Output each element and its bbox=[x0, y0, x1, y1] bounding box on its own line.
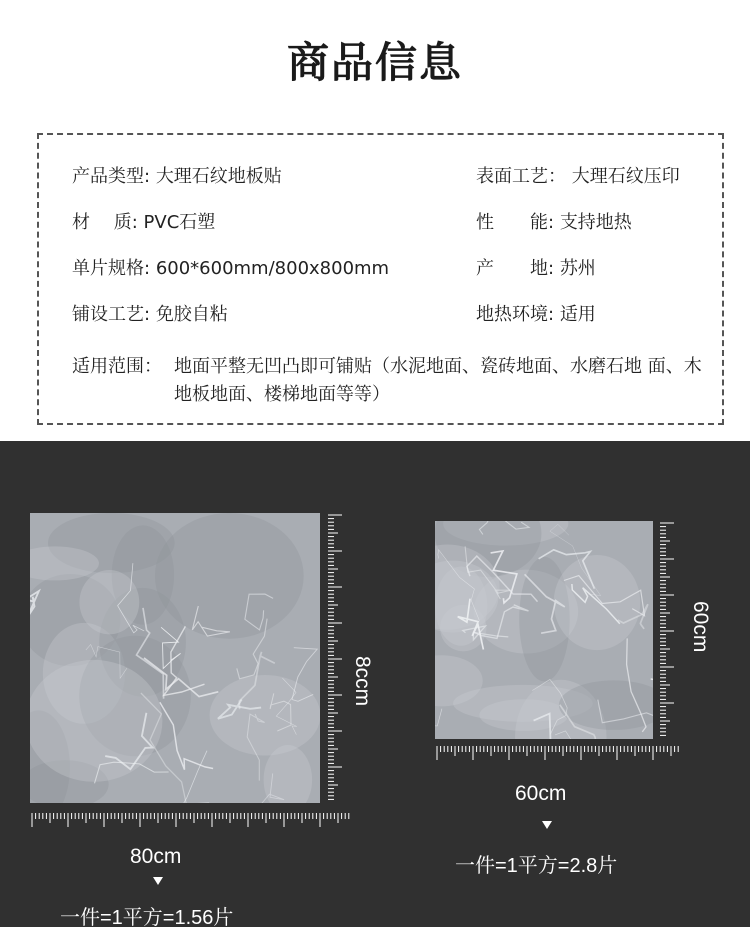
spec-label: 地热环境: bbox=[476, 304, 555, 325]
marble-texture bbox=[30, 513, 320, 803]
large-count-label: 一件=1平方=1.56片 bbox=[60, 907, 234, 929]
spec-value: 免胶自粘 bbox=[155, 304, 228, 325]
down-arrow-icon bbox=[542, 821, 552, 829]
spec-label: 单片规格: bbox=[72, 258, 151, 279]
spec-label: 材 质: bbox=[72, 212, 138, 233]
spec-value: 600*600mm/800x800mm bbox=[155, 258, 390, 279]
small-count-label: 一件=1平方=2.8片 bbox=[455, 855, 618, 877]
spec-label: 产品类型: bbox=[72, 166, 151, 187]
ruler-horizontal-small bbox=[435, 744, 680, 770]
spec-product-type bbox=[72, 162, 282, 188]
marble-texture bbox=[435, 521, 653, 739]
ruler-vertical-small bbox=[658, 521, 684, 739]
large-width-label: 80cm bbox=[130, 845, 182, 868]
large-height-label: 8ccm bbox=[351, 656, 374, 707]
spec-label: 产 地: bbox=[476, 258, 555, 279]
spec-material bbox=[72, 208, 215, 234]
marble-tile-large bbox=[30, 513, 320, 803]
spec-value: 适用 bbox=[559, 304, 596, 325]
spec-surface bbox=[476, 162, 680, 188]
ruler-horizontal-large bbox=[30, 811, 350, 837]
spec-heating bbox=[476, 300, 596, 326]
spec-performance bbox=[476, 208, 632, 234]
spec-label: 表面工艺： bbox=[476, 166, 566, 187]
spec-box bbox=[37, 133, 724, 425]
spec-usage bbox=[72, 353, 712, 409]
spec-value: 地面平整无凹凸即可铺贴（水泥地面、瓷砖地面、水磨石地 面、木地板地面、楼梯地面等等） bbox=[174, 356, 702, 405]
spec-origin bbox=[476, 254, 596, 280]
small-width-label: 60cm bbox=[515, 782, 567, 805]
spec-size bbox=[72, 254, 389, 280]
spec-value: 大理石纹地板贴 bbox=[155, 166, 282, 187]
spec-value: PVC石塑 bbox=[143, 212, 216, 233]
ruler-vertical-large bbox=[326, 513, 352, 803]
spec-label: 铺设工艺: bbox=[72, 304, 151, 325]
small-height-label: 60cm bbox=[689, 601, 712, 653]
spec-install bbox=[72, 300, 228, 326]
spec-value: 苏州 bbox=[559, 258, 596, 279]
marble-tile-small bbox=[435, 521, 653, 739]
spec-label: 性 能: bbox=[476, 212, 555, 233]
spec-value: 大理石纹压印 bbox=[571, 166, 680, 187]
page-title: 商品信息 bbox=[286, 38, 463, 87]
down-arrow-icon bbox=[153, 877, 163, 885]
spec-label: 适用范围： bbox=[72, 356, 162, 377]
spec-value: 支持地热 bbox=[559, 212, 632, 233]
size-comparison-panel bbox=[0, 441, 750, 927]
